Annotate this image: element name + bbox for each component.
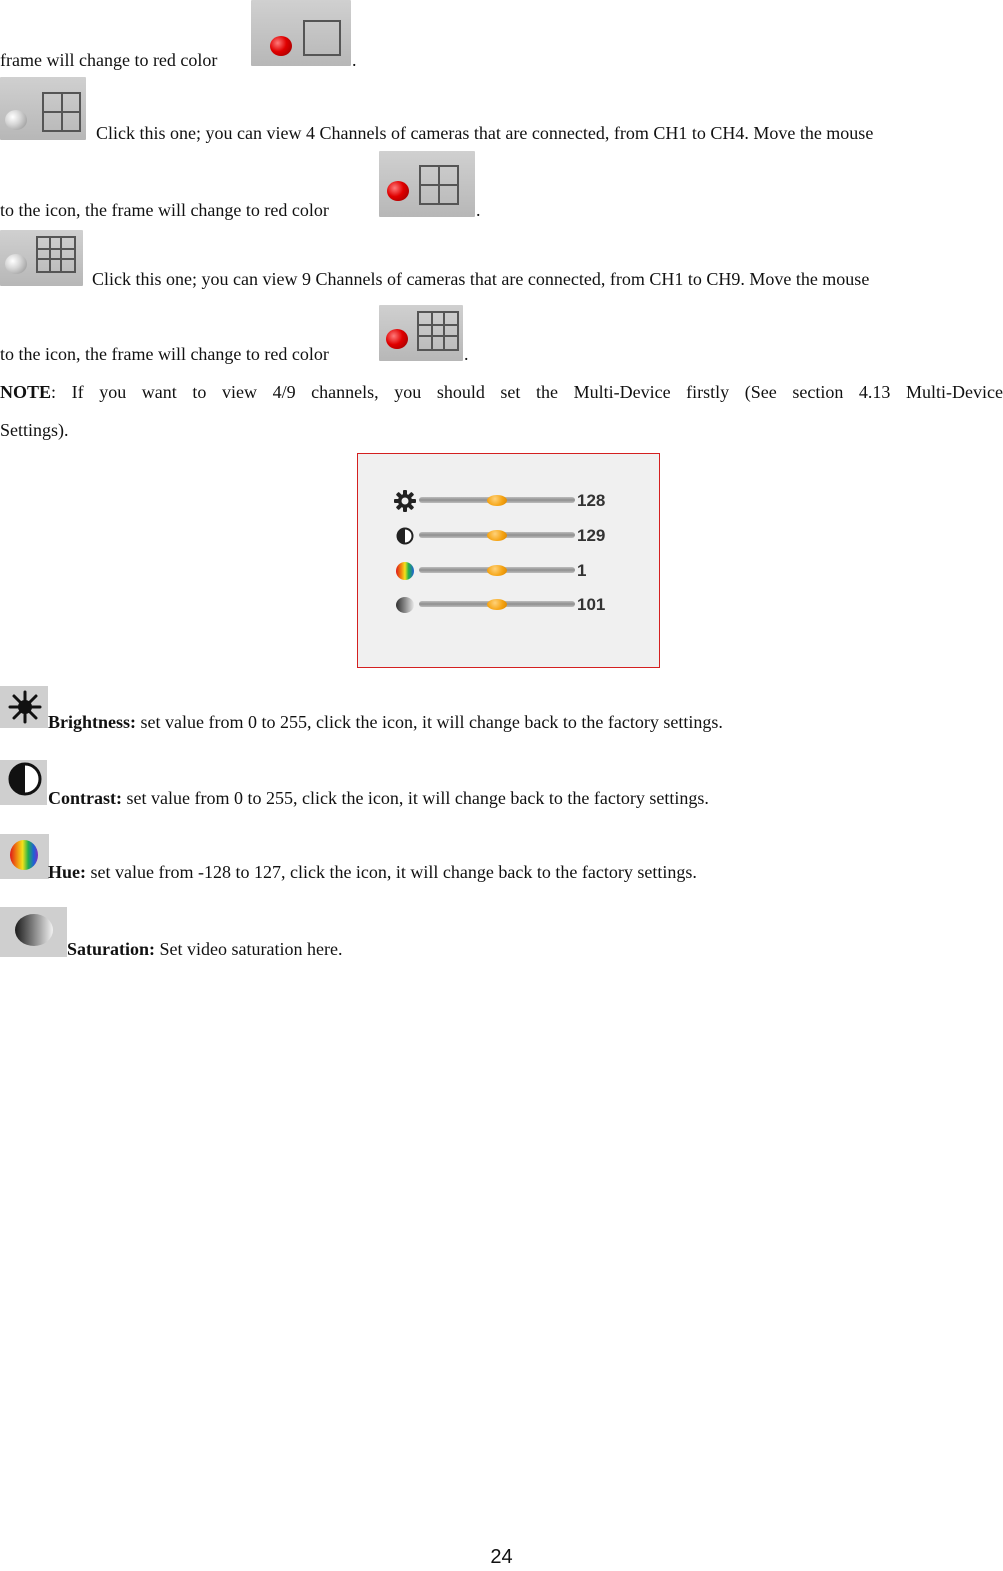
- gear-icon[interactable]: [393, 489, 417, 513]
- saturation-icon-large[interactable]: [0, 907, 67, 957]
- saturation-value: 101: [577, 595, 606, 614]
- hue-term: Hue:: [48, 862, 86, 882]
- nine-channel-icon[interactable]: [0, 230, 83, 286]
- contrast-slider-knob[interactable]: [487, 530, 507, 541]
- saturation-slider-knob[interactable]: [487, 599, 507, 610]
- note-text: : If you want to view 4/9 channels, you should set the Multi-Device firstly (See section 4.13 Multi-Device: [51, 382, 1003, 402]
- brightness-slider-knob[interactable]: [487, 495, 507, 506]
- four-channel-active-icon[interactable]: [379, 151, 475, 217]
- hue-icon-large[interactable]: [0, 834, 49, 879]
- four-channel-icon[interactable]: [0, 77, 86, 140]
- contrast-desc: set value from 0 to 255, click the icon, it will change back to the factory settings.: [122, 788, 709, 808]
- contrast-term: Contrast:: [48, 788, 122, 808]
- contrast-value: 129: [577, 526, 606, 545]
- note-line-1: [0, 381, 1003, 403]
- paragraph-2-line-1: Click this one; you can view 4 Channels of cameras that are connected, from CH1 to CH4. Move the mouse: [96, 123, 874, 143]
- paragraph-1: [0, 49, 217, 71]
- note-line-2: Settings).: [0, 420, 69, 440]
- contrast-icon-large[interactable]: [0, 760, 47, 805]
- hue-desc: set value from -128 to 127, click the icon, it will change back to the factory settings.: [86, 862, 697, 882]
- note-label: NOTE: [0, 382, 52, 402]
- brightness-desc: set value from 0 to 255, click the icon, it will change back to the factory settings.: [136, 712, 723, 732]
- nine-channel-active-icon[interactable]: [379, 305, 463, 361]
- brightness-icon[interactable]: [0, 686, 48, 728]
- page-number: 24: [490, 1546, 513, 1568]
- brightness-term: Brightness:: [48, 712, 137, 732]
- hue-definition: [48, 861, 697, 883]
- saturation-term: Saturation:: [67, 939, 156, 959]
- paragraph-2-period: .: [476, 200, 481, 220]
- hue-value: 1: [577, 561, 587, 580]
- paragraph-2-line-2: to the icon, the frame will change to red color: [0, 200, 329, 220]
- paragraph-3-line-2: to the icon, the frame will change to red color: [0, 344, 329, 364]
- saturation-definition: [67, 938, 342, 960]
- brightness-definition: [48, 711, 723, 733]
- paragraph-3-line-1: Click this one; you can view 9 Channels of cameras that are connected, from CH1 to CH9. Move the mouse: [92, 269, 870, 289]
- saturation-desc: Set video saturation here.: [155, 939, 343, 959]
- hue-icon[interactable]: [396, 562, 414, 580]
- hue-slider-knob[interactable]: [487, 565, 507, 576]
- saturation-icon[interactable]: [396, 597, 414, 613]
- contrast-definition: [48, 787, 709, 809]
- contrast-icon[interactable]: [396, 527, 414, 545]
- image-adjust-panel: [357, 453, 660, 668]
- paragraph-1-text: frame will change to red color: [0, 50, 218, 70]
- paragraph-3-period: .: [464, 344, 469, 364]
- paragraph-1-period: .: [352, 50, 357, 70]
- single-channel-active-icon[interactable]: [251, 0, 351, 66]
- brightness-value: 128: [577, 491, 606, 510]
